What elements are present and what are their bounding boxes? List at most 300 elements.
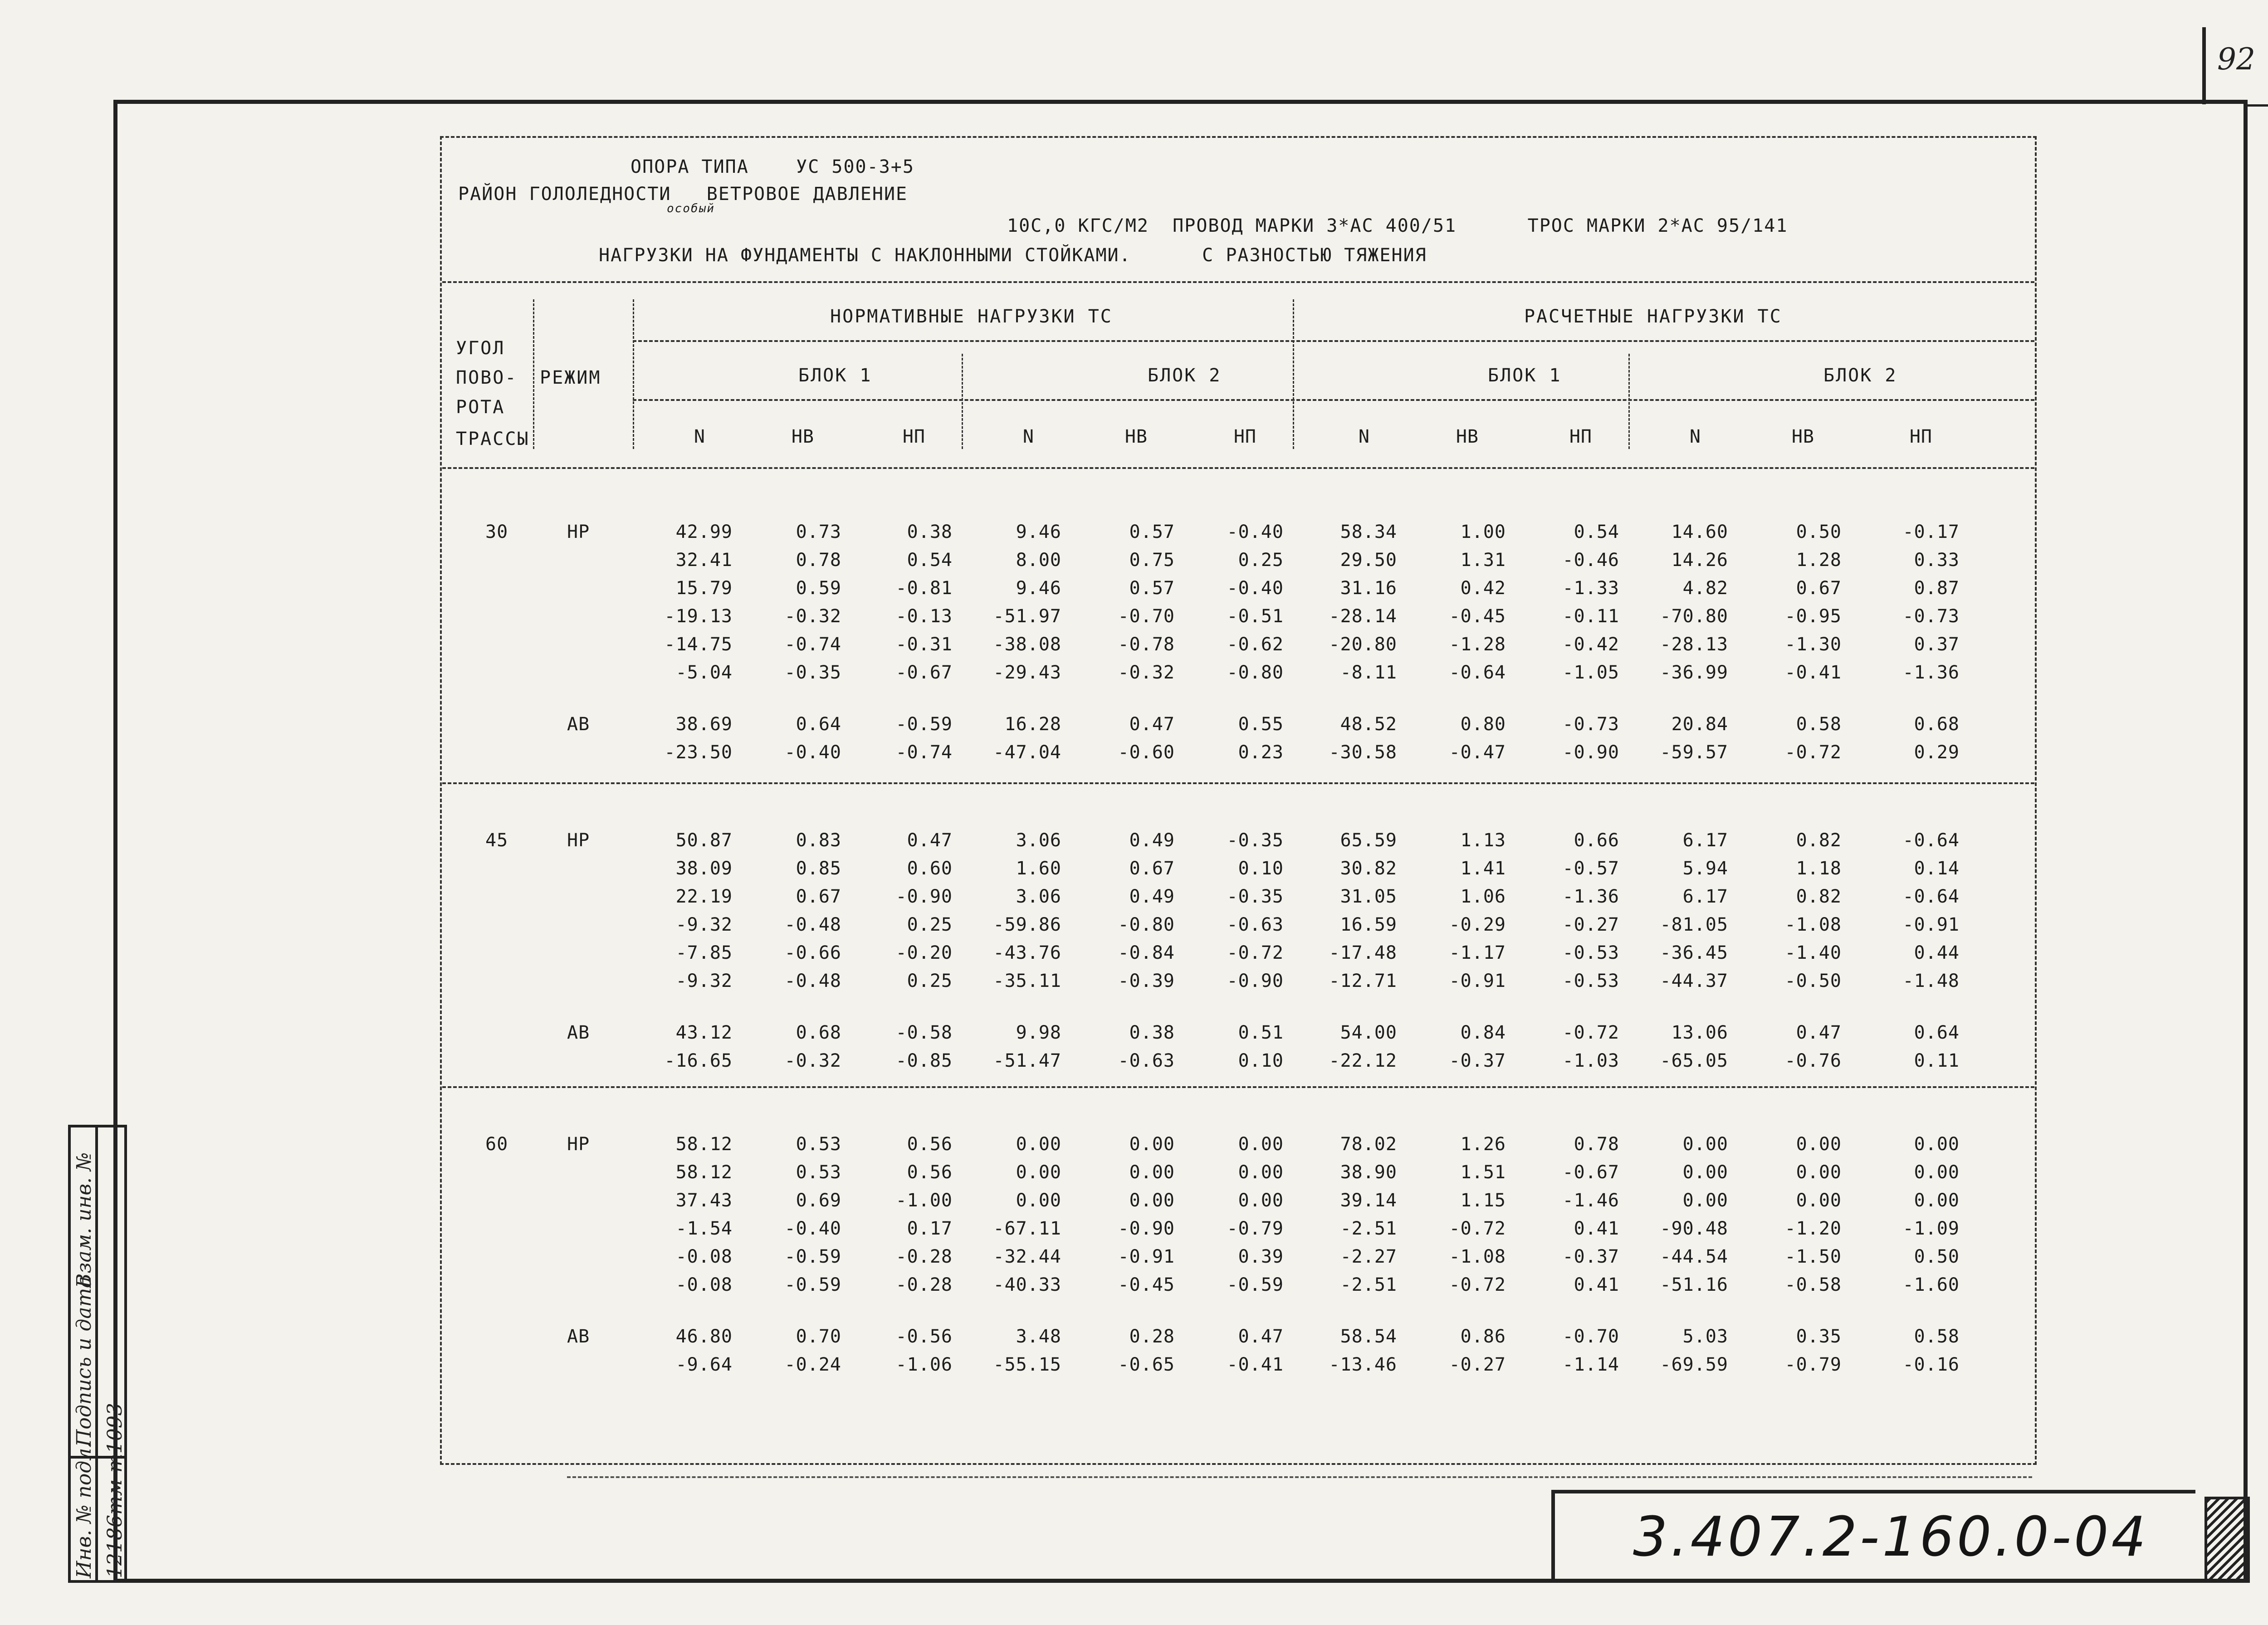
mode-value: АВ <box>567 1022 590 1043</box>
table-cell: 1.41 <box>1460 858 1506 879</box>
header-angle-4: ТРАССЫ <box>456 429 530 449</box>
table-cell: -1.48 <box>1902 971 1960 991</box>
table-cell: -0.70 <box>1118 606 1175 627</box>
table-cell: 0.00 <box>1129 1190 1175 1211</box>
table-cell: 1.13 <box>1460 830 1506 851</box>
table-cell: -0.45 <box>1118 1274 1175 1295</box>
table-cell: -0.40 <box>784 742 841 763</box>
table-cell: -0.42 <box>1562 634 1619 655</box>
table-cell: -1.00 <box>895 1190 953 1211</box>
table-cell: -0.27 <box>1562 914 1619 935</box>
table-cell: 43.12 <box>675 1022 733 1043</box>
table-cell: -14.75 <box>664 634 733 655</box>
table-cell: -22.12 <box>1329 1050 1397 1071</box>
table-cell: -1.46 <box>1562 1190 1619 1211</box>
table-cell: -0.47 <box>1449 742 1506 763</box>
table-cell: 0.23 <box>1238 742 1284 763</box>
table-cell: -0.80 <box>1227 662 1284 683</box>
table-cell: 0.51 <box>1238 1022 1284 1043</box>
table-cell: 1.18 <box>1796 858 1842 879</box>
table-cell: 65.59 <box>1340 830 1397 851</box>
table-cell: 0.00 <box>1238 1134 1284 1155</box>
table-cell: -0.59 <box>895 714 953 735</box>
table-cell: -2.51 <box>1340 1274 1397 1295</box>
table-cell: -0.63 <box>1227 914 1284 935</box>
table-cell: 0.54 <box>907 550 953 571</box>
table-cell: 1.26 <box>1460 1134 1506 1155</box>
table-cell: 0.64 <box>796 714 841 735</box>
table-cell: -0.08 <box>675 1246 733 1267</box>
table-cell: -0.79 <box>1784 1354 1842 1375</box>
table-cell: -0.84 <box>1118 942 1175 963</box>
table-cell: -44.54 <box>1660 1246 1728 1267</box>
table-cell: 0.68 <box>1914 714 1960 735</box>
table-cell: 5.03 <box>1682 1326 1728 1347</box>
header-angle-1: УГОЛ <box>456 338 505 359</box>
table-cell: 0.10 <box>1238 1050 1284 1071</box>
table-cell: -0.29 <box>1449 914 1506 935</box>
table-cell: -0.73 <box>1902 606 1960 627</box>
side-inv-value: 12186тм-т1093 <box>103 1403 127 1578</box>
table-cell: -0.72 <box>1784 742 1842 763</box>
table-cell: 37.43 <box>675 1190 733 1211</box>
table-cell: -0.13 <box>895 606 953 627</box>
corner-stamp <box>2204 1497 2250 1583</box>
table-cell: -0.51 <box>1227 606 1284 627</box>
header-design-block1: БЛОК 1 <box>1488 365 1562 386</box>
table-cell: -47.04 <box>993 742 1061 763</box>
table-cell: -0.64 <box>1902 830 1960 851</box>
table-cell: 0.00 <box>1129 1162 1175 1183</box>
table-cell: 0.47 <box>1129 714 1175 735</box>
table-cell: 0.70 <box>796 1326 841 1347</box>
table-cell: -0.80 <box>1118 914 1175 935</box>
table-cell: 0.00 <box>1682 1162 1728 1183</box>
table-cell: 0.17 <box>907 1218 953 1239</box>
table-cell: -0.53 <box>1562 942 1619 963</box>
table-cell: -0.56 <box>895 1326 953 1347</box>
table-cell: 0.28 <box>1129 1326 1175 1347</box>
table-cell: 15.79 <box>675 578 733 599</box>
table-cell: 0.84 <box>1460 1022 1506 1043</box>
table-cell: 0.00 <box>1914 1190 1960 1211</box>
table-cell: 6.17 <box>1682 886 1728 907</box>
table-cell: -1.14 <box>1562 1354 1619 1375</box>
table-cell: 6.17 <box>1682 830 1728 851</box>
table-cell: 30.82 <box>1340 858 1397 879</box>
table-cell: 1.15 <box>1460 1190 1506 1211</box>
table-cell: -30.58 <box>1329 742 1397 763</box>
table-cell: 38.09 <box>675 858 733 879</box>
table-cell: 22.19 <box>675 886 733 907</box>
table-cell: -20.80 <box>1329 634 1397 655</box>
table-cell: 14.26 <box>1671 550 1728 571</box>
table-cell: -1.05 <box>1562 662 1619 683</box>
table-cell: 13.06 <box>1671 1022 1728 1043</box>
table-cell: 1.60 <box>1016 858 1061 879</box>
table-cell: -0.48 <box>784 971 841 991</box>
table-cell: -0.41 <box>1784 662 1842 683</box>
table-cell: 38.90 <box>1340 1162 1397 1183</box>
table-cell: -9.32 <box>675 914 733 935</box>
table-cell: -1.09 <box>1902 1218 1960 1239</box>
table-cell: -0.17 <box>1902 522 1960 542</box>
table-cell: 14.60 <box>1671 522 1728 542</box>
table-cell: -0.72 <box>1449 1274 1506 1295</box>
table-cell: -1.60 <box>1902 1274 1960 1295</box>
table-cell: 0.58 <box>1796 714 1842 735</box>
table-cell: 0.78 <box>1574 1134 1619 1155</box>
table-cell: -0.64 <box>1449 662 1506 683</box>
table-cell: -0.58 <box>1784 1274 1842 1295</box>
table-cell: -1.40 <box>1784 942 1842 963</box>
table-cell: 0.00 <box>1238 1162 1284 1183</box>
table-cell: -0.41 <box>1227 1354 1284 1375</box>
table-cell: -0.37 <box>1562 1246 1619 1267</box>
table-cell: -69.59 <box>1660 1354 1728 1375</box>
table-cell: 0.00 <box>1914 1162 1960 1183</box>
table-cell: -0.39 <box>1118 971 1175 991</box>
page-number: 92 <box>2217 42 2255 77</box>
table-cell: -8.11 <box>1340 662 1397 683</box>
table-cell: -36.45 <box>1660 942 1728 963</box>
table-cell: 1.51 <box>1460 1162 1506 1183</box>
table-cell: -1.36 <box>1562 886 1619 907</box>
table-cell: 0.00 <box>1016 1134 1061 1155</box>
table-cell: 0.00 <box>1129 1134 1175 1155</box>
table-cell: 0.57 <box>1129 578 1175 599</box>
column-header-7: N <box>1358 426 1370 447</box>
table-cell: -0.66 <box>784 942 841 963</box>
rule-top <box>442 281 2034 283</box>
table-cell: -0.45 <box>1449 606 1506 627</box>
table-cell: -0.46 <box>1562 550 1619 571</box>
table-cell: -0.59 <box>784 1246 841 1267</box>
table-cell: 54.00 <box>1340 1022 1397 1043</box>
table-cell: -90.48 <box>1660 1218 1728 1239</box>
table-cell: -0.67 <box>1562 1162 1619 1183</box>
table-cell: -0.40 <box>784 1218 841 1239</box>
table-cell: -2.51 <box>1340 1218 1397 1239</box>
table-cell: 0.14 <box>1914 858 1960 879</box>
table-cell: -13.46 <box>1329 1354 1397 1375</box>
table-cell: -38.08 <box>993 634 1061 655</box>
table-cell: -0.59 <box>784 1274 841 1295</box>
table-cell: -28.14 <box>1329 606 1397 627</box>
table-cell: -0.91 <box>1902 914 1960 935</box>
table-cell: 0.83 <box>796 830 841 851</box>
table-cell: 3.48 <box>1016 1326 1061 1347</box>
rule-column-level <box>633 399 2034 401</box>
table-cell: -12.71 <box>1329 971 1397 991</box>
table-cell: 0.11 <box>1914 1050 1960 1071</box>
table-cell: 4.82 <box>1682 578 1728 599</box>
table-cell: 0.00 <box>1682 1134 1728 1155</box>
table-cell: -0.40 <box>1227 578 1284 599</box>
table-cell: -0.78 <box>1118 634 1175 655</box>
table-cell: -0.59 <box>1227 1274 1284 1295</box>
table-cell: -0.28 <box>895 1246 953 1267</box>
table-cell: -59.57 <box>1660 742 1728 763</box>
table-cell: 0.78 <box>796 550 841 571</box>
table-cell: -28.13 <box>1660 634 1728 655</box>
table-cell: 1.28 <box>1796 550 1842 571</box>
column-header-11: НВ <box>1791 426 1814 447</box>
column-header-6: НП <box>1233 426 1256 447</box>
mode-value: АВ <box>567 1326 590 1347</box>
table-cell: 0.00 <box>1796 1162 1842 1183</box>
table-cell: -0.35 <box>784 662 841 683</box>
table-cell: 0.66 <box>1574 830 1619 851</box>
table-cell: -1.54 <box>675 1218 733 1239</box>
table-cell: 9.46 <box>1016 578 1061 599</box>
table-cell: 0.00 <box>1238 1190 1284 1211</box>
table-cell: -0.35 <box>1227 886 1284 907</box>
header-design-block2: БЛОК 2 <box>1823 365 1897 386</box>
table-cell: 0.73 <box>796 522 841 542</box>
table-cell: 58.12 <box>675 1162 733 1183</box>
mode-value: АВ <box>567 714 590 735</box>
table-cell: 32.41 <box>675 550 733 571</box>
table-cell: -1.06 <box>895 1354 953 1375</box>
table-cell: 0.42 <box>1460 578 1506 599</box>
table-cell: -0.32 <box>1118 662 1175 683</box>
bottom-dash-line <box>567 1476 2032 1478</box>
table-cell: -1.50 <box>1784 1246 1842 1267</box>
table-cell: -0.70 <box>1562 1326 1619 1347</box>
table-cell: -35.11 <box>993 971 1061 991</box>
header-line-2-subscript: особый <box>667 202 715 215</box>
table-cell: 0.56 <box>907 1134 953 1155</box>
table-cell: -23.50 <box>664 742 733 763</box>
header-norm-block1: БЛОК 1 <box>798 365 872 386</box>
table-cell: 0.39 <box>1238 1246 1284 1267</box>
table-cell: -59.86 <box>993 914 1061 935</box>
table-cell: -65.05 <box>1660 1050 1728 1071</box>
rule-block-level <box>633 340 2034 342</box>
table-cell: 20.84 <box>1671 714 1728 735</box>
table-cell: 0.25 <box>907 914 953 935</box>
column-header-8: НВ <box>1456 426 1479 447</box>
table-cell: 0.35 <box>1796 1326 1842 1347</box>
table-cell: -19.13 <box>664 606 733 627</box>
table-cell: 0.38 <box>1129 1022 1175 1043</box>
table-cell: 0.64 <box>1914 1022 1960 1043</box>
table-cell: -0.11 <box>1562 606 1619 627</box>
table-cell: -0.65 <box>1118 1354 1175 1375</box>
column-header-12: НП <box>1909 426 1932 447</box>
table-cell: -0.90 <box>1227 971 1284 991</box>
header-line-1: ОПОРА ТИПА УС 500-3+5 <box>631 156 914 177</box>
table-cell: 58.54 <box>1340 1326 1397 1347</box>
table-cell: 0.82 <box>1796 886 1842 907</box>
table-cell: 0.00 <box>1796 1190 1842 1211</box>
table-cell: 0.67 <box>1129 858 1175 879</box>
table-cell: 0.69 <box>796 1190 841 1211</box>
angle-value: 45 <box>485 830 508 851</box>
table-cell: 0.82 <box>1796 830 1842 851</box>
table-cell: 0.80 <box>1460 714 1506 735</box>
table-cell: -0.72 <box>1449 1218 1506 1239</box>
side-sign-label: Подпись и дата <box>73 1276 96 1447</box>
frame-tick <box>2248 104 2268 107</box>
table-cell: 0.47 <box>907 830 953 851</box>
table-cell: -81.05 <box>1660 914 1728 935</box>
table-cell: 0.57 <box>1129 522 1175 542</box>
table-cell: -51.16 <box>1660 1274 1728 1295</box>
table-cell: -0.35 <box>1227 830 1284 851</box>
table-cell: -51.47 <box>993 1050 1061 1071</box>
table-cell: -0.91 <box>1449 971 1506 991</box>
table-cell: -1.20 <box>1784 1218 1842 1239</box>
table-cell: 0.00 <box>1796 1134 1842 1155</box>
table-cell: -1.33 <box>1562 578 1619 599</box>
table-cell: -7.85 <box>675 942 733 963</box>
table-cell: 38.69 <box>675 714 733 735</box>
table-cell: 9.98 <box>1016 1022 1061 1043</box>
mode-value: НР <box>567 830 590 851</box>
angle-value: 60 <box>485 1134 508 1155</box>
table-cell: 0.41 <box>1574 1218 1619 1239</box>
header-angle-3: РОТА <box>456 397 505 418</box>
table-cell: 0.00 <box>1914 1134 1960 1155</box>
table-cell: -0.60 <box>1118 742 1175 763</box>
table-cell: 0.68 <box>796 1022 841 1043</box>
table-cell: 58.12 <box>675 1134 733 1155</box>
table-cell: -1.36 <box>1902 662 1960 683</box>
table-cell: 46.80 <box>675 1326 733 1347</box>
table-cell: -55.15 <box>993 1354 1061 1375</box>
column-header-4: N <box>1022 426 1034 447</box>
table-cell: 0.00 <box>1016 1162 1061 1183</box>
table-cell: -9.64 <box>675 1354 733 1375</box>
table-cell: 5.94 <box>1682 858 1728 879</box>
table-cell: -5.04 <box>675 662 733 683</box>
rule-section-1 <box>442 782 2034 784</box>
table-cell: -51.97 <box>993 606 1061 627</box>
header-normative: НОРМАТИВНЫЕ НАГРУЗКИ ТС <box>830 306 1113 327</box>
table-cell: 0.54 <box>1574 522 1619 542</box>
rule-header-bottom <box>442 467 2034 469</box>
table-cell: 0.25 <box>907 971 953 991</box>
table-cell: -0.74 <box>784 634 841 655</box>
rule-section-2 <box>442 1086 2034 1088</box>
table-cell: 0.00 <box>1682 1190 1728 1211</box>
table-cell: -0.74 <box>895 742 953 763</box>
table-cell: -17.48 <box>1329 942 1397 963</box>
table-cell: 0.56 <box>907 1162 953 1183</box>
angle-value: 30 <box>485 522 508 542</box>
table-cell: -1.17 <box>1449 942 1506 963</box>
side-inv-label: Инв. № подл. <box>73 1441 96 1578</box>
table-cell: -43.76 <box>993 942 1061 963</box>
table-cell: -0.90 <box>895 886 953 907</box>
table-cell: 0.33 <box>1914 550 1960 571</box>
table-cell: 0.50 <box>1796 522 1842 542</box>
table-cell: -0.57 <box>1562 858 1619 879</box>
table-cell: -0.37 <box>1449 1050 1506 1071</box>
table-cell: -1.08 <box>1449 1246 1506 1267</box>
table-cell: 0.44 <box>1914 942 1960 963</box>
table-cell: 16.28 <box>1004 714 1061 735</box>
table-cell: 0.41 <box>1574 1274 1619 1295</box>
table-cell: 0.37 <box>1914 634 1960 655</box>
table-cell: -1.03 <box>1562 1050 1619 1071</box>
table-cell: 0.60 <box>907 858 953 879</box>
table-cell: 0.53 <box>796 1162 841 1183</box>
table-cell: 0.47 <box>1796 1022 1842 1043</box>
table-cell: -0.20 <box>895 942 953 963</box>
table-cell: 0.38 <box>907 522 953 542</box>
table-cell: -2.27 <box>1340 1246 1397 1267</box>
table-cell: 0.49 <box>1129 830 1175 851</box>
column-header-2: НВ <box>791 426 814 447</box>
table-cell: -0.63 <box>1118 1050 1175 1071</box>
header-angle-2: ПОВО- <box>456 367 518 388</box>
table-cell: 0.49 <box>1129 886 1175 907</box>
document-code: 3.407.2-160.0-04 <box>1633 1506 2149 1569</box>
table-cell: 0.55 <box>1238 714 1284 735</box>
table-cell: -0.40 <box>1227 522 1284 542</box>
column-header-10: N <box>1689 426 1701 447</box>
table-cell: -0.58 <box>895 1022 953 1043</box>
table-cell: 0.47 <box>1238 1326 1284 1347</box>
table-cell: 48.52 <box>1340 714 1397 735</box>
table-cell: -0.48 <box>784 914 841 935</box>
table-cell: 9.46 <box>1016 522 1061 542</box>
table-cell: -0.90 <box>1562 742 1619 763</box>
table-cell: -0.91 <box>1118 1246 1175 1267</box>
table-cell: 1.06 <box>1460 886 1506 907</box>
table-cell: -0.50 <box>1784 971 1842 991</box>
table-cell: -0.08 <box>675 1274 733 1295</box>
table-cell: -9.32 <box>675 971 733 991</box>
table-cell: -36.99 <box>1660 662 1728 683</box>
table-cell: 3.06 <box>1016 830 1061 851</box>
table-cell: -0.27 <box>1449 1354 1506 1375</box>
table-cell: -0.85 <box>895 1050 953 1071</box>
table-cell: 0.58 <box>1914 1326 1960 1347</box>
table-cell: -44.37 <box>1660 971 1728 991</box>
table-cell: 29.50 <box>1340 550 1397 571</box>
table-cell: 0.53 <box>796 1134 841 1155</box>
table-cell: 50.87 <box>675 830 733 851</box>
header-mode: РЕЖИМ <box>540 367 601 388</box>
table-cell: -0.24 <box>784 1354 841 1375</box>
table-cell: -32.44 <box>993 1246 1061 1267</box>
table-cell: 1.31 <box>1460 550 1506 571</box>
table-cell: 78.02 <box>1340 1134 1397 1155</box>
table-cell: 0.25 <box>1238 550 1284 571</box>
table-cell: 3.06 <box>1016 886 1061 907</box>
table-cell: -0.73 <box>1562 714 1619 735</box>
table-cell: -1.08 <box>1784 914 1842 935</box>
table-cell: -0.53 <box>1562 971 1619 991</box>
table-cell: -0.81 <box>895 578 953 599</box>
table-cell: -0.90 <box>1118 1218 1175 1239</box>
table-cell: -0.32 <box>784 606 841 627</box>
table-cell: 0.67 <box>1796 578 1842 599</box>
column-header-1: N <box>694 426 705 447</box>
mode-value: НР <box>567 522 590 542</box>
table-cell: -0.76 <box>1784 1050 1842 1071</box>
table-cell: -0.72 <box>1227 942 1284 963</box>
table-cell: 42.99 <box>675 522 733 542</box>
table-cell: 0.10 <box>1238 858 1284 879</box>
table-cell: 0.86 <box>1460 1326 1506 1347</box>
table-cell: -0.28 <box>895 1274 953 1295</box>
table-cell: -0.16 <box>1902 1354 1960 1375</box>
